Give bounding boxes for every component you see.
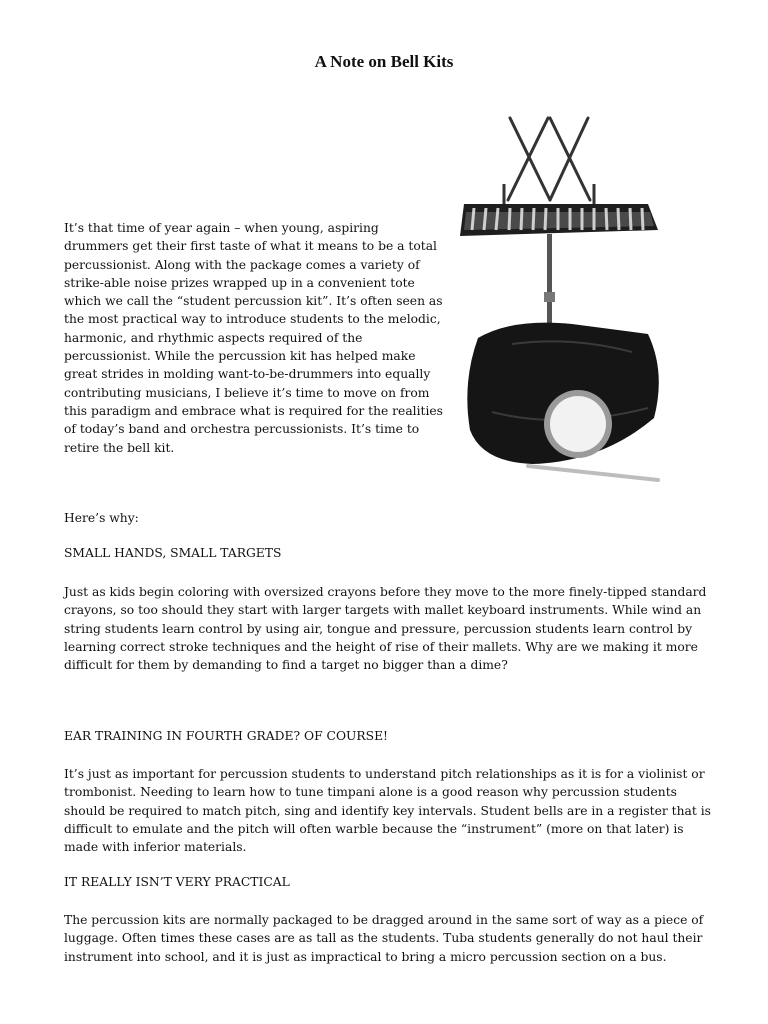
section-heading: SMALL HANDS, SMALL TARGETS: [64, 546, 282, 560]
intro-paragraph: It’s that time of year again – when young, aspiring drummers get their first taste of what it means to be a total percussionist. Along with the package comes a variety of strike-able noise prizes wrapped up in a convenient tote which we call the “student percussion kit”. It’s often seen as the most practical way to introduce students to the melodic, harmonic, and rhythmic aspects required of the percussionist. While the percussion kit has helped make great strides in molding want-to-be-drummers into equally contributing musicians, I believe it’s time to move on from this paradigm and embrace what is required for the realities of today’s band and orchestra percussionists. It’s time to retire the bell kit.: [64, 221, 443, 455]
heres-why-text: Here’s why:: [64, 511, 139, 525]
section-heading: IT REALLY ISN’T VERY PRACTICAL: [64, 875, 290, 889]
page-title: A Note on Bell Kits: [314, 52, 454, 71]
section-heading: EAR TRAINING IN FOURTH GRADE? OF COURSE!: [64, 729, 388, 743]
bell-kit-photo: [452, 112, 668, 492]
section-body: Just as kids begin coloring with oversized crayons before they move to the more finely-tipped standard crayons, so too should they start with larger targets with mallet keyboard instruments. While wind an string students learn control by using air, tongue and pressure, percussion students learn control by learning correct stroke techniques and the height of rise of their mallets. Why are we making it more difficult for them by demanding to find a target no bigger than a dime?: [64, 585, 707, 673]
section-body: It’s just as important for percussion students to understand pitch relationships as it is for a violinist or trombonist. Needing to learn how to tune timpani alone is a good reason why percussion students should be required to match pitch, sing and identify key intervals. Student bells are in a register that is difficult to emulate and the pitch will often warble because the “instrument” (more on that later) is made with inferior materials.: [64, 767, 711, 855]
section-body: The percussion kits are normally packaged to be dragged around in the same sort of way as a piece of luggage. Often times these cases are as tall as the students. Tuba students generally do not haul their instrument into school, and it is just as impractical to bring a micro percussion section on a bus.: [64, 913, 704, 964]
